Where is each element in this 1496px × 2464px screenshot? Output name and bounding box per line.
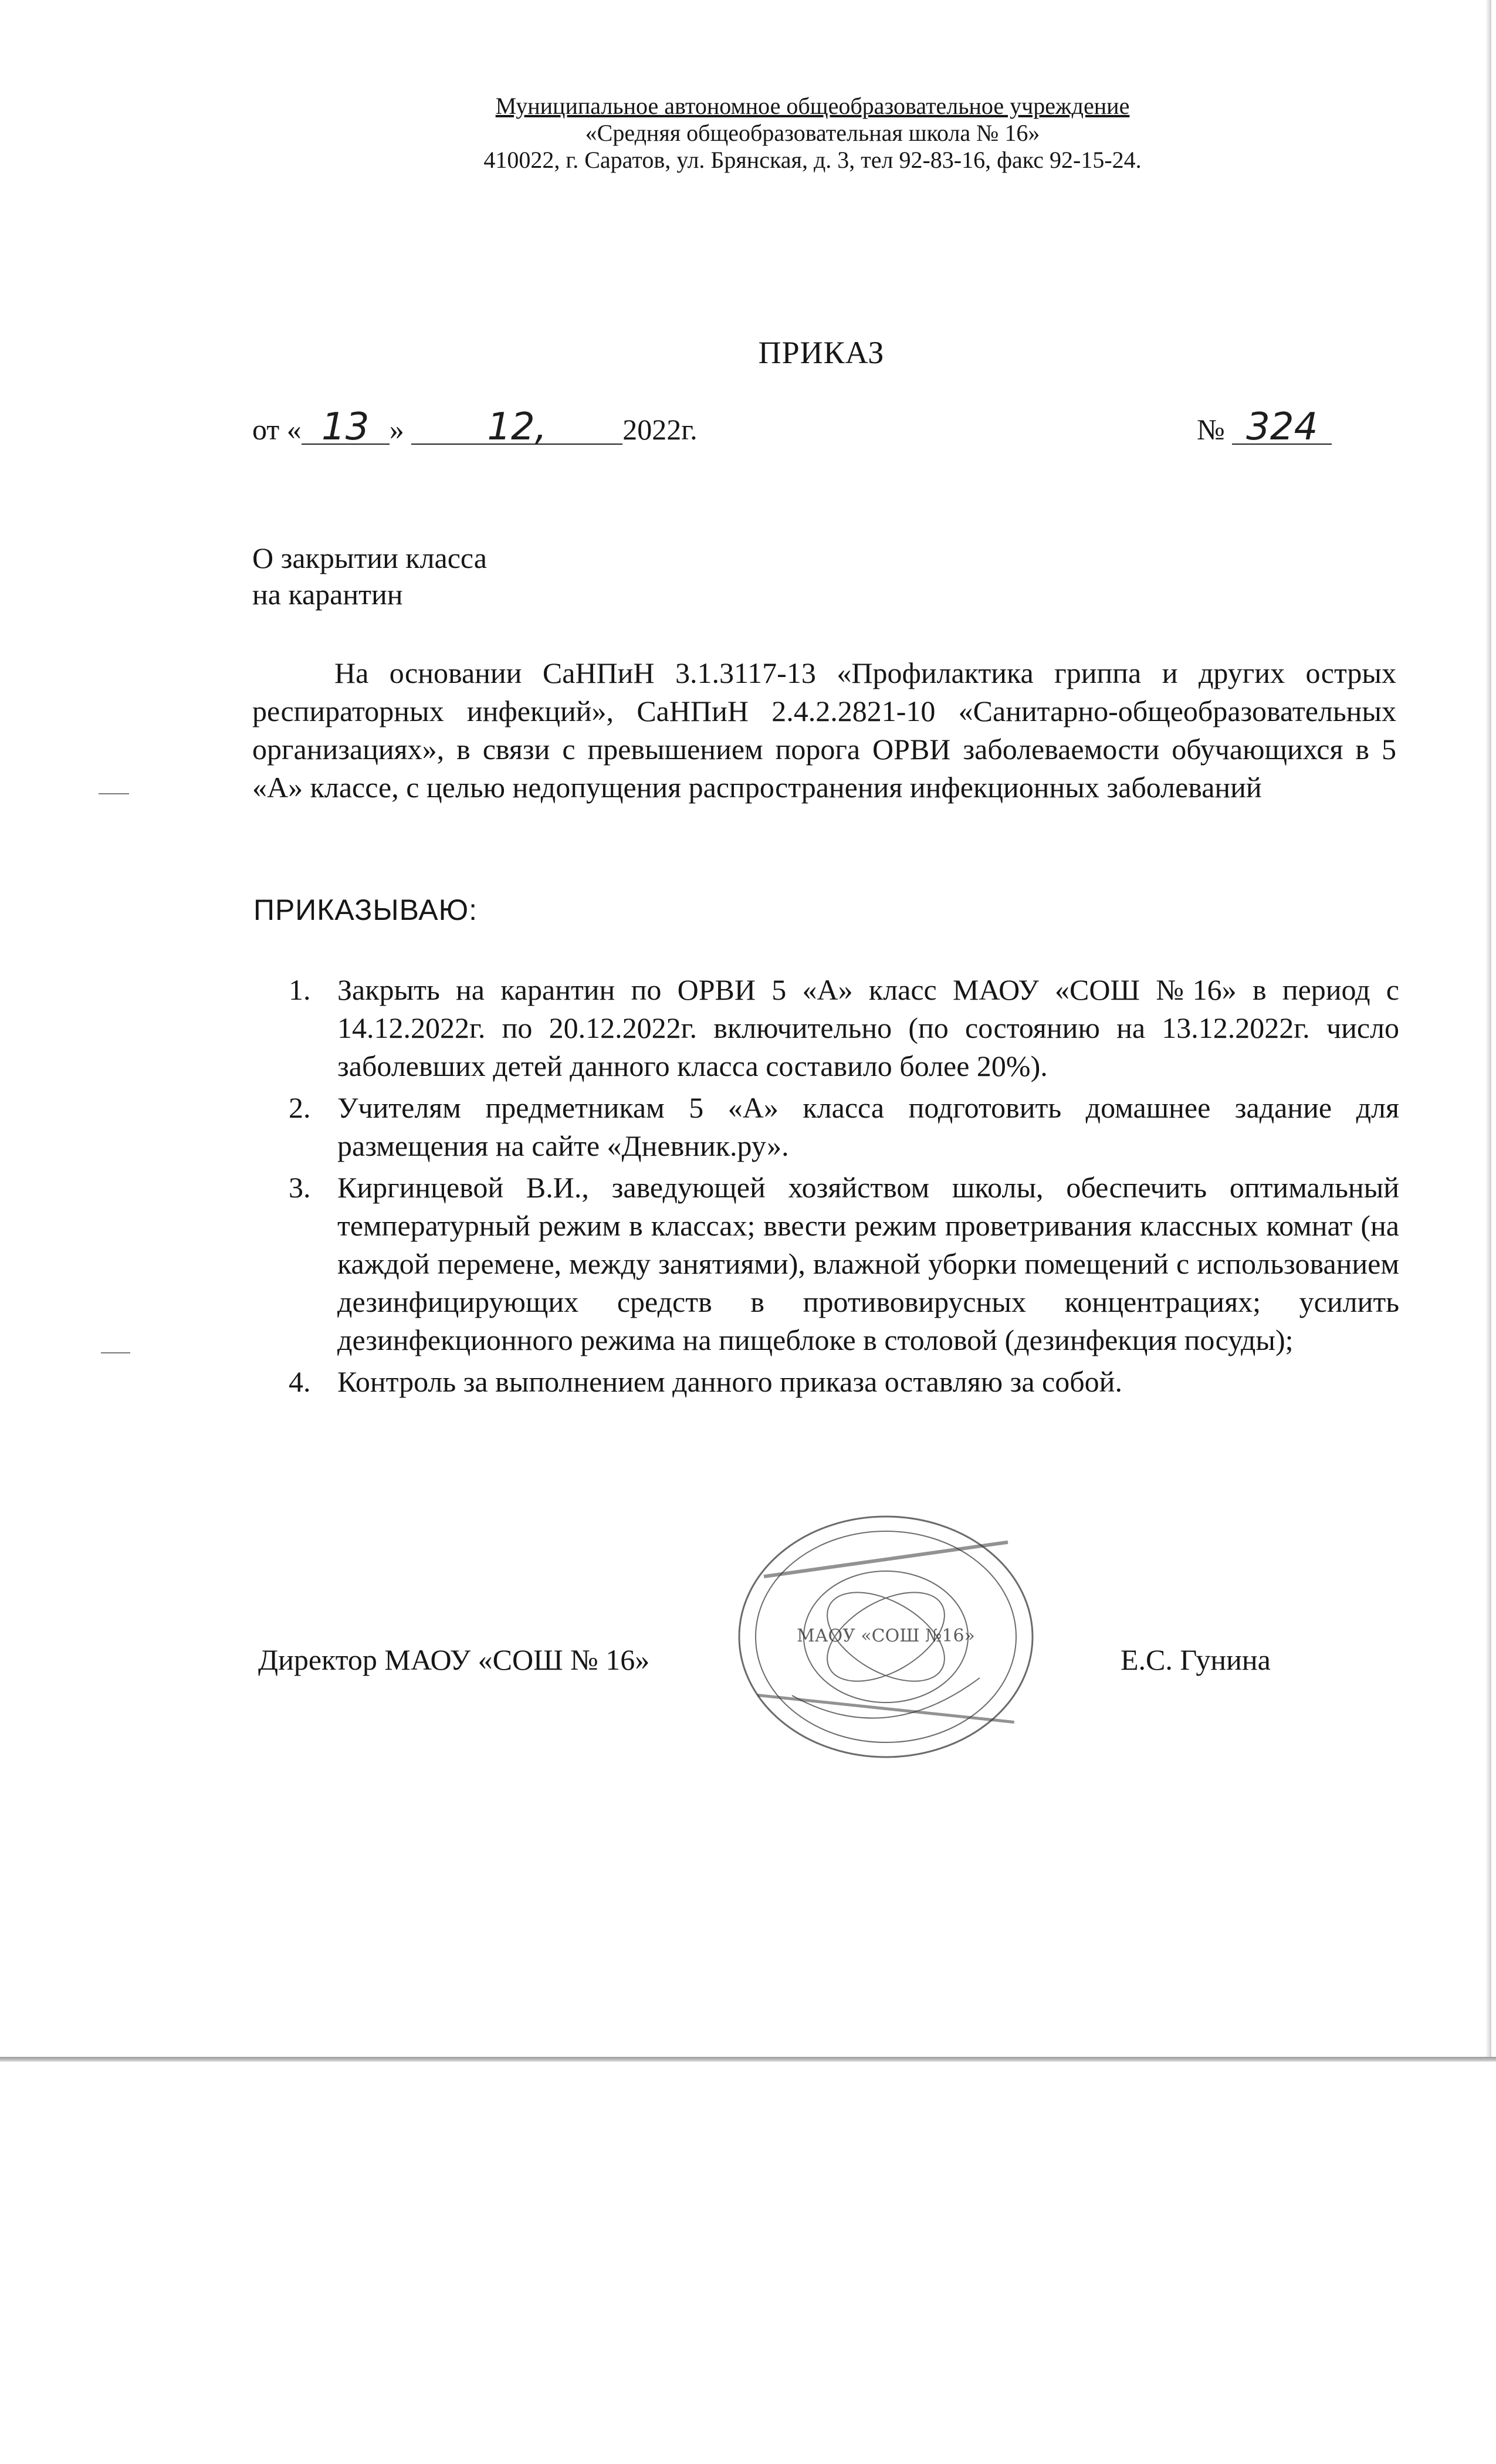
order-item bbox=[282, 971, 1399, 1085]
organization-name: Муниципальное автономное общеобразовательное учреждение bbox=[495, 93, 1130, 119]
order-item-number: 4. bbox=[289, 1365, 311, 1398]
order-number bbox=[1197, 405, 1332, 449]
order-item bbox=[282, 1363, 1399, 1401]
order-item-text: Киргинцевой В.И., заведующей хозяйством школы, обеспечить оптимальный температурный режим в классах; ввести режим проветривания классных комнат (на каждой перемене, между занятиями), влажной уборки помещений с использованием дезинфицирующих средств в противовирусных концентрациях; усилить дезинфекционного режима на пищеблоке в столовой (дезинфекция посуды); bbox=[337, 1171, 1399, 1356]
signer-position: Директор МАОУ «СОШ № 16» bbox=[258, 1643, 650, 1676]
order-item-text: Закрыть на карантин по ОРВИ 5 «А» класс МАОУ «СОШ №16» в период с 14.12.2022г. по 20.12.2022г. включительно (по состоянию на 13.12.2022г. число заболевших детей данного класса составило более 20%). bbox=[337, 973, 1399, 1082]
stamp-center-text: МАОУ «СОШ №16» bbox=[797, 1626, 975, 1646]
number-prefix: № bbox=[1197, 413, 1225, 446]
school-name: «Средняя общеобразовательная школа № 16» bbox=[585, 120, 1040, 146]
letterhead bbox=[329, 93, 1297, 174]
subject-line-2: на карантин bbox=[252, 578, 403, 611]
preamble-paragraph: На основании СаНПиН 3.1.3117-13 «Профилактика гриппа и других острых респираторных инфекций», СаНПиН 2.4.2.2821-10 «Санитарно-общеобразовательных организациях», в связи с превышением порога ОРВИ заболеваемости обучающихся в 5 «А» классе, с целью недопущения распространения инфекционных заболеваний bbox=[252, 656, 1396, 804]
date-mid: » bbox=[389, 413, 404, 446]
order-item bbox=[282, 1089, 1399, 1165]
signer-name: Е.С. Гунина bbox=[1121, 1643, 1271, 1676]
order-item-text: Контроль за выполнением данного приказа оставляю за собой. bbox=[337, 1365, 1122, 1398]
order-date bbox=[252, 405, 698, 449]
school-address: 410022, г. Саратов, ул. Брянская, д. 3, тел 92-83-16, факс 92-15-24. bbox=[483, 147, 1142, 173]
date-prefix: от « bbox=[252, 413, 302, 446]
number-value: 324 bbox=[1232, 411, 1332, 445]
order-subject bbox=[252, 540, 487, 612]
order-item-text: Учителям предметникам 5 «А» класса подготовить домашнее задание для размещения на сайте «Дневник.ру». bbox=[337, 1091, 1399, 1162]
school-stamp bbox=[722, 1502, 1050, 1772]
order-item-number: 2. bbox=[289, 1091, 311, 1124]
page-right-edge bbox=[1485, 0, 1491, 2058]
order-list bbox=[282, 971, 1399, 1404]
page-bottom-edge bbox=[0, 2057, 1496, 2062]
document-title: ПРИКАЗ bbox=[758, 335, 885, 370]
subject-line-1: О закрытии класса bbox=[252, 541, 487, 574]
order-heading: ПРИКАЗЫВАЮ: bbox=[253, 893, 478, 926]
order-item-number: 3. bbox=[289, 1171, 311, 1204]
order-item-number: 1. bbox=[289, 973, 311, 1006]
order-item bbox=[282, 1169, 1399, 1359]
scan-mark bbox=[101, 1352, 130, 1353]
date-day: 13 bbox=[302, 411, 390, 445]
date-month: 12, bbox=[411, 411, 622, 445]
scan-mark bbox=[99, 793, 129, 794]
date-year: 2022г. bbox=[622, 413, 698, 446]
